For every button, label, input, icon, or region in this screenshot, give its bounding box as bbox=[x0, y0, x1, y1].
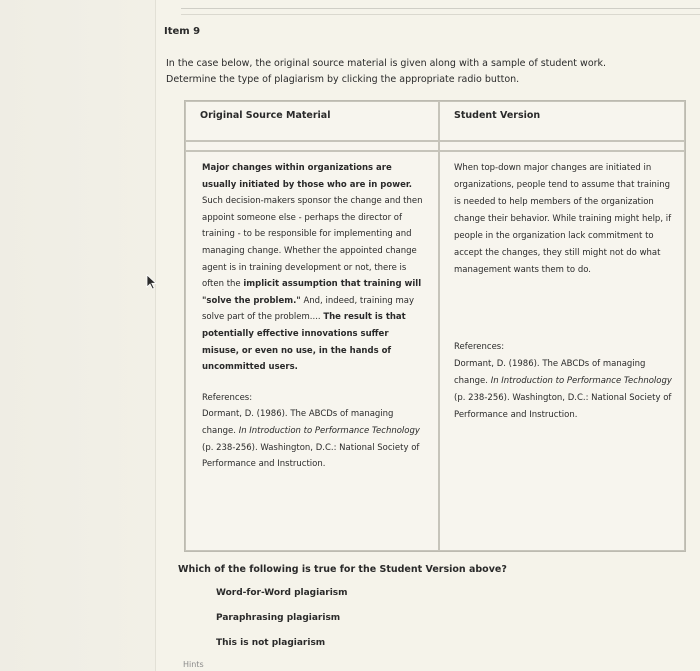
reference-label: References: bbox=[202, 392, 253, 403]
reference-block bbox=[454, 339, 678, 424]
reference-text bbox=[202, 406, 428, 472]
question-prompt: Which of the following is true for the Student Version above? bbox=[178, 564, 507, 575]
emphasis-text: The result is that potentially effective innovations suffer misuse, or even no use, in the hands of uncommitted users. bbox=[202, 312, 406, 373]
body-text: Such decision-makers sponsor the change and then appoint someone else - perhaps the director of training - to be responsible for implementing and managing change. Whether the appointed change agent is in training development or not, there is often the bbox=[202, 196, 423, 290]
emphasis-text: Major changes within organizations are usually initiated by those who are in power. bbox=[202, 163, 413, 190]
reference-source: In Introduction to Performance Technology bbox=[490, 376, 672, 386]
col-header-student: Student Version bbox=[439, 101, 685, 141]
answer-option-word-for-word[interactable]: Word-for-Word plagiarism bbox=[216, 588, 348, 598]
instruction-line: In the case below, the original source material is given along with a sample of student work. bbox=[166, 58, 607, 69]
mouse-cursor-icon bbox=[146, 274, 158, 290]
original-passage bbox=[202, 160, 428, 376]
student-version-cell bbox=[439, 151, 685, 551]
reference-label: References: bbox=[454, 342, 505, 352]
reference-source: In Introduction to Performance Technology bbox=[238, 425, 420, 436]
emphasis-text: implicit assumption that training will "solve the problem." bbox=[202, 279, 422, 306]
left-margin bbox=[0, 0, 155, 671]
reference-publisher: Washington, D.C.: National Society of Performance and Instruction. bbox=[202, 442, 420, 470]
reference-pages: (p. 238-256). bbox=[202, 442, 258, 453]
quiz-panel bbox=[155, 0, 700, 671]
instruction-line: Determine the type of plagiarism by clicking the appropriate radio button. bbox=[166, 74, 520, 85]
table-content-row bbox=[185, 151, 685, 551]
col-header-original: Original Source Material bbox=[185, 101, 439, 141]
body-text: And, indeed, training may solve part of the problem.... bbox=[202, 295, 415, 323]
answer-option-not-plagiarism[interactable]: This is not plagiarism bbox=[216, 638, 326, 648]
spacer-row bbox=[185, 141, 685, 151]
original-source-cell bbox=[185, 151, 439, 551]
table-header-row bbox=[185, 101, 685, 141]
reference-citation: Dormant, D. (1986). The ABCDs of managing change. bbox=[454, 359, 646, 386]
hints-link[interactable]: Hints bbox=[183, 660, 204, 669]
reference-text bbox=[454, 356, 678, 424]
divider bbox=[181, 8, 700, 9]
student-passage: When top-down major changes are initiated in organizations, people tend to assume that training is needed to help members of the organization change their behavior. While training might help, if people in the organization lack commitment to accept the changes, they still might not do what management wants them to do. bbox=[454, 163, 672, 275]
comparison-table bbox=[184, 100, 686, 552]
answer-option-paraphrasing[interactable]: Paraphrasing plagiarism bbox=[216, 613, 341, 623]
reference-pages: (p. 238-256). bbox=[454, 393, 510, 403]
instructions bbox=[166, 56, 686, 88]
divider bbox=[181, 14, 700, 15]
reference-publisher: Washington, D.C.: National Society of Performance and Instruction. bbox=[454, 393, 672, 420]
item-title: Item 9 bbox=[164, 26, 201, 37]
reference-citation: Dormant, D. (1986). The ABCDs of managing change. bbox=[202, 409, 394, 436]
reference-block bbox=[202, 390, 428, 473]
